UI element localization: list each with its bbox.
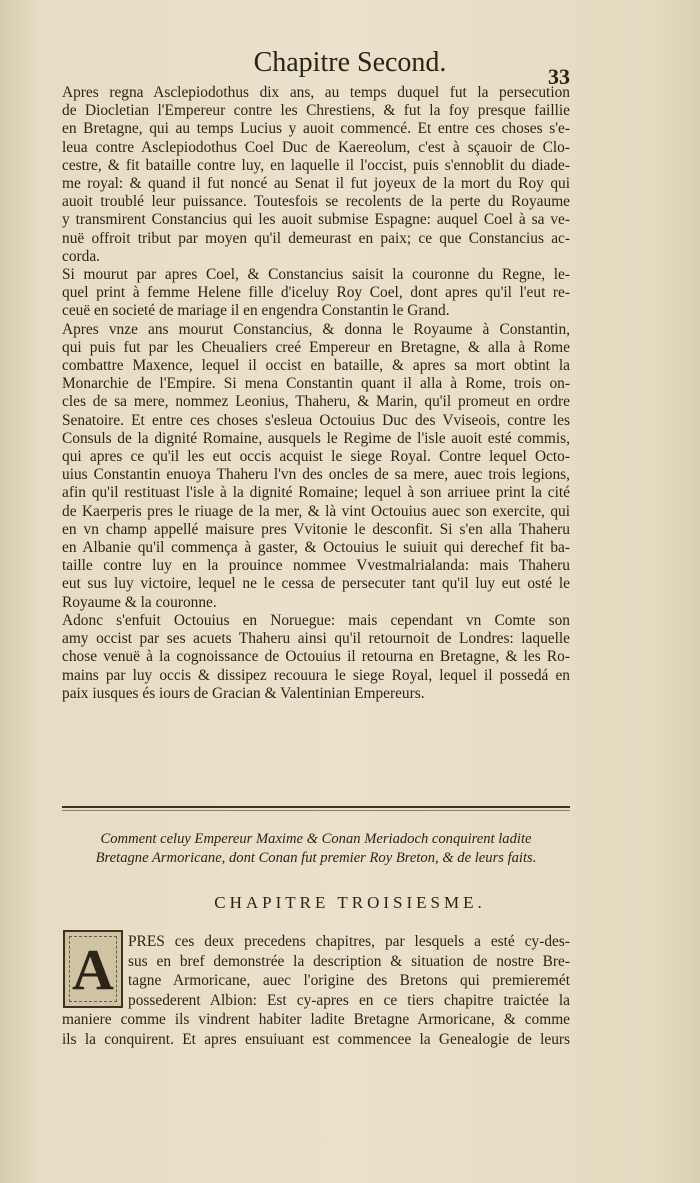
text-line: possederent Albion: Est cy-apres en ce tiers chapitre traictée la bbox=[128, 991, 570, 1009]
text-line: de Diocletian l'Empereur contre les Chrestiens, & fut la foy presque faillie bbox=[62, 102, 570, 120]
text-line: nuë offroit tribut par moyen qu'il demeurast en paix; ce que Constancius ac- bbox=[62, 229, 570, 247]
text-line: paix iusques és iours de Gracian & Valentinian Empereurs. bbox=[62, 684, 425, 702]
text-line: uius Constantin enuoya Thaheru l'vn des oncles de sa mere, auec trois legions, bbox=[62, 466, 570, 484]
text-line: Royaume & la couronne. bbox=[62, 593, 217, 611]
section-rule bbox=[62, 806, 570, 808]
text-line: PRES ces deux precedens chapitres, par lesquels a esté cy-des- bbox=[128, 933, 570, 950]
text-line: chose venuë à la cognoissance de Octouius il retourna en Bretagne, & les Ro- bbox=[62, 648, 570, 666]
text-line: Si mourut par apres Coel, & Constancius saisit la couronne du Regne, le- bbox=[62, 266, 570, 284]
text-line: eut sus luy victoire, lequel ne le cessa de persecuter tant qu'il luy eut osté le bbox=[62, 575, 570, 593]
page-number: 33 bbox=[548, 64, 570, 89]
chapter-summary bbox=[82, 830, 550, 868]
section-rule-thin bbox=[62, 810, 570, 811]
text-line: quel print à femme Helene fille d'iceluy Roy Coel, dont apres qu'il l'eut re- bbox=[62, 284, 570, 302]
paragraph-1 bbox=[62, 84, 570, 266]
text-line: Monarchie de l'Empire. Si mena Constantin quant il alla à Rome, trois on- bbox=[62, 375, 570, 393]
text-line: afin qu'il restituast l'isle à la dignité Romaine; lequel à son arriuee print la cité bbox=[62, 484, 570, 502]
text-line: en Albanie qu'il commença à gaster, & Octouius le suiuit qui derechef fit ba- bbox=[62, 539, 570, 557]
text-line: amy occist par ses acuets Thaheru ainsi qu'il retournoit de Londres: laquelle bbox=[62, 630, 570, 648]
text-line: mains par luy occis & dissipez recouura le siege Royal, lequel il possedá en bbox=[62, 666, 570, 684]
text-line: cestre, & fit bataille contre luy, en laquelle il l'occist, puis s'ennoblit du diade- bbox=[62, 156, 570, 174]
paragraph-4 bbox=[62, 612, 570, 703]
text-line: ils la conquirent. Et apres ensuiuant est commencee la Genealogie de leurs bbox=[62, 1030, 570, 1048]
text-line: Apres regna Asclepiodothus dix ans, au temps duquel fut la persecution bbox=[62, 84, 570, 101]
chapter-intro-lead bbox=[128, 932, 570, 1010]
paragraph-2 bbox=[62, 266, 570, 321]
text-line: taille contre luy en la prouince nommee Vvestmalrialanda: mais Thaheru bbox=[62, 557, 570, 575]
text-line: leua contre Asclepiodothus Coel Duc de Kaereolum, c'est à sçauoir de Clo- bbox=[62, 138, 570, 156]
text-line: en Bretagne, qui au temps Lucius y auoit commencé. Et entre ces choses s'e- bbox=[62, 120, 570, 138]
text-line: Apres vnze ans mourut Constancius, & donna le Royaume à Constantin, bbox=[62, 320, 570, 338]
summary-line: Bretagne Armoricane, dont Conan fut premier Roy Breton, & de leurs faits. bbox=[95, 850, 537, 866]
text-line: cles de sa mere, nommez Leonius, Thaheru, & Marin, qu'il promeut en ordre bbox=[62, 393, 570, 411]
summary-line: Comment celuy Empereur Maxime & Conan Meriadoch conquirent ladite bbox=[100, 831, 532, 847]
text-line: qui puis fut par les Cheualiers creé Empereur en Bretagne, & alla à Rome bbox=[62, 338, 570, 356]
initial-letter: A bbox=[72, 936, 114, 1002]
text-line: Adonc s'enfuit Octouius en Noruegue: mais cependant vn Comte son bbox=[62, 611, 570, 629]
paragraph-3 bbox=[62, 321, 570, 612]
text-line: Consuls de la dignité Romaine, ausquels le Regime de l'isle auoit esté commis, bbox=[62, 429, 570, 447]
chapter-intro-rest bbox=[62, 1010, 570, 1049]
text-line: sus en bref demonstrée la description & situation de nostre Bre- bbox=[128, 952, 570, 970]
text-line: me royal: & quand il fut noncé au Senat il fut joyeux de la mort du Roy qui bbox=[62, 175, 570, 193]
text-line: tagne Armoricane, auec l'origine des Bretons qui premieremét bbox=[128, 972, 570, 989]
text-line: ceuë en societé de mariage il en engendra Constantin le Grand. bbox=[62, 302, 450, 320]
decorated-initial bbox=[63, 930, 123, 1008]
text-line: combattre Maxence, lequel il occist en bataille, & apres sa mort obtint la bbox=[62, 357, 570, 375]
text-line: en vn champ appellé maisure pres Vvitonie le desconfit. Si s'en alla Thaheru bbox=[62, 520, 570, 538]
text-line: y transmirent Constancius qui les auoit submise Espagne: auquel Coel à sa ve- bbox=[62, 211, 570, 229]
text-line: maniere comme ils vindrent habiter ladite Bretagne Armoricane, & comme bbox=[62, 1011, 570, 1028]
text-line: qui apres ce qu'il les eut occis acquist le siege Royal. Contre lequel Octo- bbox=[62, 448, 570, 466]
text-line: Senatoire. Et entre ces choses s'esleua Octouius Duc des Vviseois, contre les bbox=[62, 411, 570, 429]
text-line: de Kaerperis pres le riuage de la mer, & là vint Octouius auec son exercite, qui bbox=[62, 502, 570, 520]
text-line: corda. bbox=[62, 247, 101, 265]
main-text bbox=[62, 84, 570, 703]
text-line: auoit troublé leur puissance. Toutesfois se recolents de la perte du Royaume bbox=[62, 193, 570, 211]
chapter-title: CHAPITRE TROISIESME. bbox=[214, 893, 486, 912]
running-head: Chapitre Second. bbox=[253, 47, 447, 78]
